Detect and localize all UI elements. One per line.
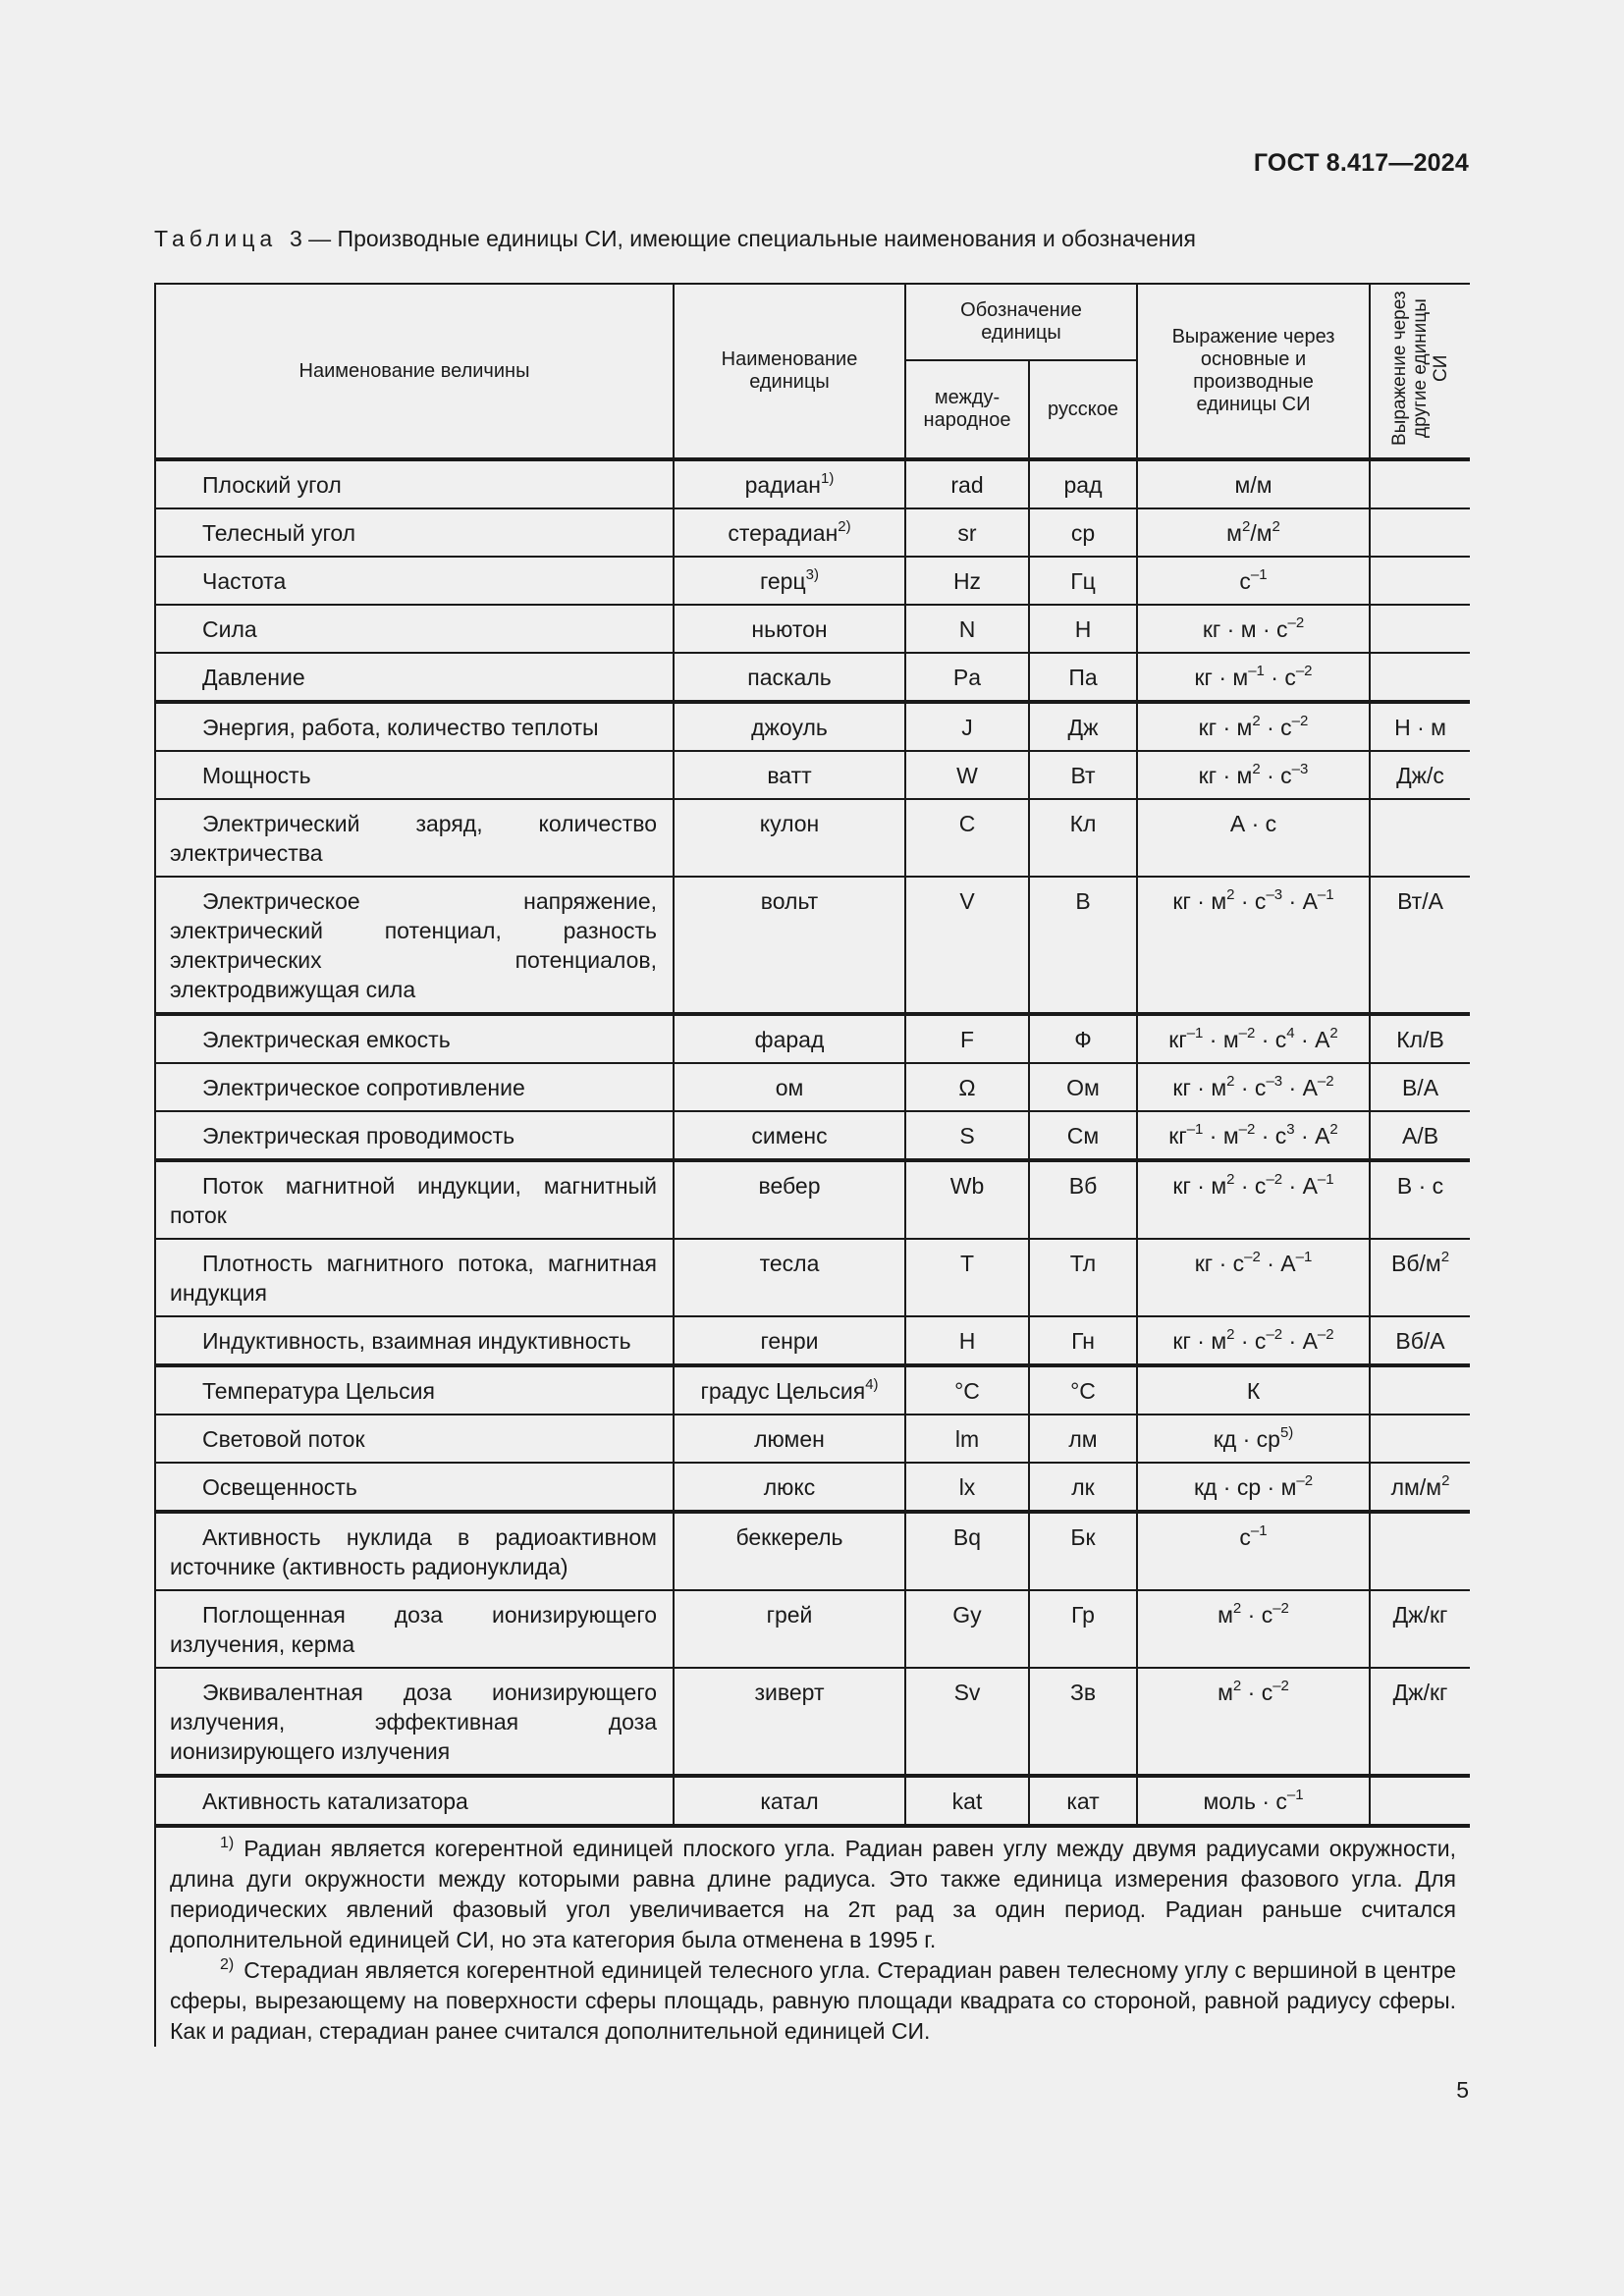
base-expression-cell: $кг^{-1} \cdot м^{-2} \cdot с^4 \cdot А^2$ [1137, 1014, 1370, 1063]
other-expression-cell [1370, 1365, 1470, 1415]
table-row [155, 1668, 1470, 1776]
base-expression-cell: м/м [1137, 459, 1370, 508]
col-header-expression-base: Выражение через основные и производные единицы СИ [1137, 284, 1370, 459]
russian-symbol-cell: Зв [1029, 1668, 1137, 1776]
unit-name-cell: герц$^{3)}$ [674, 557, 905, 605]
international-symbol-cell: Ω [905, 1063, 1029, 1111]
table-caption [154, 226, 1196, 252]
quantity-cell: Плотность магнитного потока, магнитная индукция [155, 1239, 674, 1316]
other-expression-cell: Вт/А [1370, 877, 1470, 1014]
other-expression-cell [1370, 653, 1470, 702]
other-expression-cell [1370, 1512, 1470, 1590]
international-symbol-cell: Pa [905, 653, 1029, 702]
international-symbol-cell: Hz [905, 557, 1029, 605]
quantity-cell: Поток магнитной индукции, магнитный поток [155, 1160, 674, 1239]
table-row [155, 1590, 1470, 1668]
base-expression-cell: кг · $с^{-2} \cdot А^{-1}$ [1137, 1239, 1370, 1316]
page-number: 5 [1456, 2077, 1469, 2103]
unit-name-cell: паскаль [674, 653, 905, 702]
table-row [155, 1063, 1470, 1111]
international-symbol-cell: lx [905, 1463, 1029, 1512]
base-expression-cell: кг · $м^2 \cdot с^{-2} \cdot А^{-2}$ [1137, 1316, 1370, 1365]
footnote-1-text: Радиан является когерентной единицей плоского угла. Радиан равен углу между двумя радиусами окружности, длина дуги окружности между которыми равна длине радиуса. Это также единица измерения фазового угла. Для периодических явлений фазовый угол увеличивается на 2π рад за один период. Радиан раньше считался дополнительной единицей СИ, но эта категория была отменена в 1995 г. [170, 1836, 1457, 1952]
russian-symbol-cell: Дж [1029, 702, 1137, 751]
international-symbol-cell: rad [905, 459, 1029, 508]
unit-name-cell: сименс [674, 1111, 905, 1160]
russian-symbol-cell: В [1029, 877, 1137, 1014]
quantity-cell: Телесный угол [155, 508, 674, 557]
international-symbol-cell: Wb [905, 1160, 1029, 1239]
table-header [155, 284, 1470, 459]
international-symbol-cell: H [905, 1316, 1029, 1365]
col-header-unit-name: Наименование единицы [674, 284, 905, 459]
quantity-cell: Частота [155, 557, 674, 605]
quantity-cell: Индуктивность, взаимная индуктивность [155, 1316, 674, 1365]
base-expression-cell: кг · $м^2 \cdot с^{-3}$ [1137, 751, 1370, 799]
other-expression-cell: Дж/с [1370, 751, 1470, 799]
col-header-quantity: Наименование величины [155, 284, 674, 459]
international-symbol-cell: S [905, 1111, 1029, 1160]
table-row [155, 877, 1470, 1014]
units-table [154, 283, 1470, 2047]
footnote-2-text: Стерадиан является когерентной единицей телесного угла. Стерадиан равен телесному углу с вершиной в центре сферы, вырезающему на поверхности сферы площадь, равную площади квадрата со стороной, равной радиусу сферы. Как и радиан, стерадиан ранее считался дополнительной единицей СИ. [170, 1957, 1457, 2044]
international-symbol-cell: kat [905, 1776, 1029, 1826]
unit-name-cell: люмен [674, 1415, 905, 1463]
russian-symbol-cell: Тл [1029, 1239, 1137, 1316]
russian-symbol-cell: Ом [1029, 1063, 1137, 1111]
quantity-cell: Электрическая емкость [155, 1014, 674, 1063]
russian-symbol-cell: лм [1029, 1415, 1137, 1463]
col-header-international: между-народное [905, 360, 1029, 459]
russian-symbol-cell: Вт [1029, 751, 1137, 799]
table-body [155, 459, 1470, 1826]
unit-name-cell: катал [674, 1776, 905, 1826]
unit-name-cell: фарад [674, 1014, 905, 1063]
table-row [155, 751, 1470, 799]
base-expression-cell: кг · $м^2 \cdot с^{-2}$ [1137, 702, 1370, 751]
other-expression-cell: Дж/кг [1370, 1590, 1470, 1668]
quantity-cell: Световой поток [155, 1415, 674, 1463]
table-row [155, 799, 1470, 877]
international-symbol-cell: C [905, 799, 1029, 877]
russian-symbol-cell: кат [1029, 1776, 1137, 1826]
unit-name-cell: кулон [674, 799, 905, 877]
quantity-cell: Активность катализатора [155, 1776, 674, 1826]
russian-symbol-cell: Па [1029, 653, 1137, 702]
quantity-cell: Поглощенная доза ионизирующего излучения, керма [155, 1590, 674, 1668]
quantity-cell: Электрическая проводимость [155, 1111, 674, 1160]
quantity-cell: Эквивалентная доза ионизирующего излучения, эффективная доза ионизирующего излучения [155, 1668, 674, 1776]
russian-symbol-cell: °С [1029, 1365, 1137, 1415]
col-header-expression-other: Выражение через другие единицы СИ [1370, 284, 1470, 459]
table-row [155, 1014, 1470, 1063]
international-symbol-cell: Gy [905, 1590, 1029, 1668]
base-expression-cell: кг · $м \cdot с^{-2}$ [1137, 605, 1370, 653]
quantity-cell: Освещенность [155, 1463, 674, 1512]
document-code: ГОСТ 8.417—2024 [1253, 149, 1469, 177]
unit-name-cell: тесла [674, 1239, 905, 1316]
unit-name-cell: люкс [674, 1463, 905, 1512]
other-expression-cell: Н · м [1370, 702, 1470, 751]
quantity-cell: Электрическое сопротивление [155, 1063, 674, 1111]
international-symbol-cell: °C [905, 1365, 1029, 1415]
unit-name-cell: вебер [674, 1160, 905, 1239]
russian-symbol-cell: рад [1029, 459, 1137, 508]
base-expression-cell: кг · $м^{-1} \cdot с^{-2}$ [1137, 653, 1370, 702]
international-symbol-cell: T [905, 1239, 1029, 1316]
quantity-cell: Мощность [155, 751, 674, 799]
other-expression-cell [1370, 1776, 1470, 1826]
russian-symbol-cell: лк [1029, 1463, 1137, 1512]
other-expression-cell: $Вб/м^2$ [1370, 1239, 1470, 1316]
other-expression-cell: Вб/А [1370, 1316, 1470, 1365]
quantity-cell: Давление [155, 653, 674, 702]
unit-name-cell: стерадиан$^{2)}$ [674, 508, 905, 557]
unit-name-cell: генри [674, 1316, 905, 1365]
base-expression-cell: кд · ср · $м^{-2}$ [1137, 1463, 1370, 1512]
russian-symbol-cell: Кл [1029, 799, 1137, 877]
quantity-cell: Плоский угол [155, 459, 674, 508]
unit-name-cell: ватт [674, 751, 905, 799]
international-symbol-cell: J [905, 702, 1029, 751]
col-header-designation: Обозначение единицы [905, 284, 1137, 360]
base-expression-cell: А · с [1137, 799, 1370, 877]
other-expression-cell: $лм/м^2$ [1370, 1463, 1470, 1512]
quantity-cell: Сила [155, 605, 674, 653]
unit-name-cell: беккерель [674, 1512, 905, 1590]
base-expression-cell: кг · $м^2 \cdot с^{-2} \cdot А^{-1}$ [1137, 1160, 1370, 1239]
table-caption-text: 3 — Производные единицы СИ, имеющие специальные наименования и обозначения [289, 226, 1196, 251]
table-row [155, 557, 1470, 605]
russian-symbol-cell: Гн [1029, 1316, 1137, 1365]
table-row [155, 1160, 1470, 1239]
base-expression-cell: $с^{-1}$ [1137, 1512, 1370, 1590]
base-expression-cell: $кг^{-1} \cdot м^{-2} \cdot с^3 \cdot А^2$ [1137, 1111, 1370, 1160]
table-row [155, 508, 1470, 557]
unit-name-cell: радиан$^{1)}$ [674, 459, 905, 508]
russian-symbol-cell: Вб [1029, 1160, 1137, 1239]
international-symbol-cell: W [905, 751, 1029, 799]
footnote-2 [170, 1955, 1456, 2047]
other-expression-cell [1370, 557, 1470, 605]
footnote-2-mark: 2) [220, 1956, 235, 1974]
footnote-1-mark: 1) [220, 1835, 235, 1852]
units-table-container [154, 283, 1470, 2057]
table-row [155, 702, 1470, 751]
russian-symbol-cell: Гр [1029, 1590, 1137, 1668]
unit-name-cell: ом [674, 1063, 905, 1111]
footnotes-cell [155, 1826, 1470, 2047]
russian-symbol-cell: Гц [1029, 557, 1137, 605]
table-row [155, 653, 1470, 702]
quantity-cell: Энергия, работа, количество теплоты [155, 702, 674, 751]
base-expression-cell: кд · $ср^{5)}$ [1137, 1415, 1370, 1463]
table-row [155, 1239, 1470, 1316]
table-row [155, 1415, 1470, 1463]
table-caption-label: Таблица [154, 226, 278, 251]
col-header-russian: русское [1029, 360, 1137, 459]
unit-name-cell: грей [674, 1590, 905, 1668]
other-expression-cell: В/А [1370, 1063, 1470, 1111]
unit-name-cell: ньютон [674, 605, 905, 653]
other-expression-cell: В · с [1370, 1160, 1470, 1239]
international-symbol-cell: N [905, 605, 1029, 653]
unit-name-cell: градус Цельсия$^{4)}$ [674, 1365, 905, 1415]
base-expression-cell: $с^{-1}$ [1137, 557, 1370, 605]
other-expression-cell: Кл/В [1370, 1014, 1470, 1063]
base-expression-cell: моль · $с^{-1}$ [1137, 1776, 1370, 1826]
base-expression-cell: кг · $м^2 \cdot с^{-3} \cdot А^{-2}$ [1137, 1063, 1370, 1111]
table-row [155, 459, 1470, 508]
international-symbol-cell: lm [905, 1415, 1029, 1463]
table-row [155, 1365, 1470, 1415]
base-expression-cell: $м^2 \cdot с^{-2}$ [1137, 1590, 1370, 1668]
russian-symbol-cell: Н [1029, 605, 1137, 653]
other-expression-cell [1370, 508, 1470, 557]
table-row [155, 605, 1470, 653]
russian-symbol-cell: Бк [1029, 1512, 1137, 1590]
international-symbol-cell: V [905, 877, 1029, 1014]
footnote-1 [170, 1834, 1456, 1955]
table-row [155, 1316, 1470, 1365]
other-expression-cell [1370, 459, 1470, 508]
other-expression-cell: Дж/кг [1370, 1668, 1470, 1776]
other-expression-cell: А/В [1370, 1111, 1470, 1160]
unit-name-cell: джоуль [674, 702, 905, 751]
base-expression-cell: кг · $м^2 \cdot с^{-3} \cdot А^{-1}$ [1137, 877, 1370, 1014]
other-expression-cell [1370, 605, 1470, 653]
international-symbol-cell: F [905, 1014, 1029, 1063]
base-expression-cell: $м^2/м^2$ [1137, 508, 1370, 557]
russian-symbol-cell: Ф [1029, 1014, 1137, 1063]
unit-name-cell: вольт [674, 877, 905, 1014]
quantity-cell: Активность нуклида в радиоактивном источнике (активность радионуклида) [155, 1512, 674, 1590]
quantity-cell: Электрическое напряжение, электрический потенциал, разность электрических потенциалов, электродвижущая сила [155, 877, 674, 1014]
base-expression-cell: $м^2 \cdot с^{-2}$ [1137, 1668, 1370, 1776]
table-row [155, 1111, 1470, 1160]
russian-symbol-cell: См [1029, 1111, 1137, 1160]
base-expression-cell: К [1137, 1365, 1370, 1415]
unit-name-cell: зиверт [674, 1668, 905, 1776]
international-symbol-cell: Sv [905, 1668, 1029, 1776]
quantity-cell: Температура Цельсия [155, 1365, 674, 1415]
table-row [155, 1463, 1470, 1512]
table-footnotes [155, 1826, 1470, 2047]
table-row [155, 1776, 1470, 1826]
quantity-cell: Электрический заряд, количество электричества [155, 799, 674, 877]
other-expression-cell [1370, 799, 1470, 877]
international-symbol-cell: Bq [905, 1512, 1029, 1590]
russian-symbol-cell: ср [1029, 508, 1137, 557]
international-symbol-cell: sr [905, 508, 1029, 557]
table-row [155, 1512, 1470, 1590]
other-expression-cell [1370, 1415, 1470, 1463]
